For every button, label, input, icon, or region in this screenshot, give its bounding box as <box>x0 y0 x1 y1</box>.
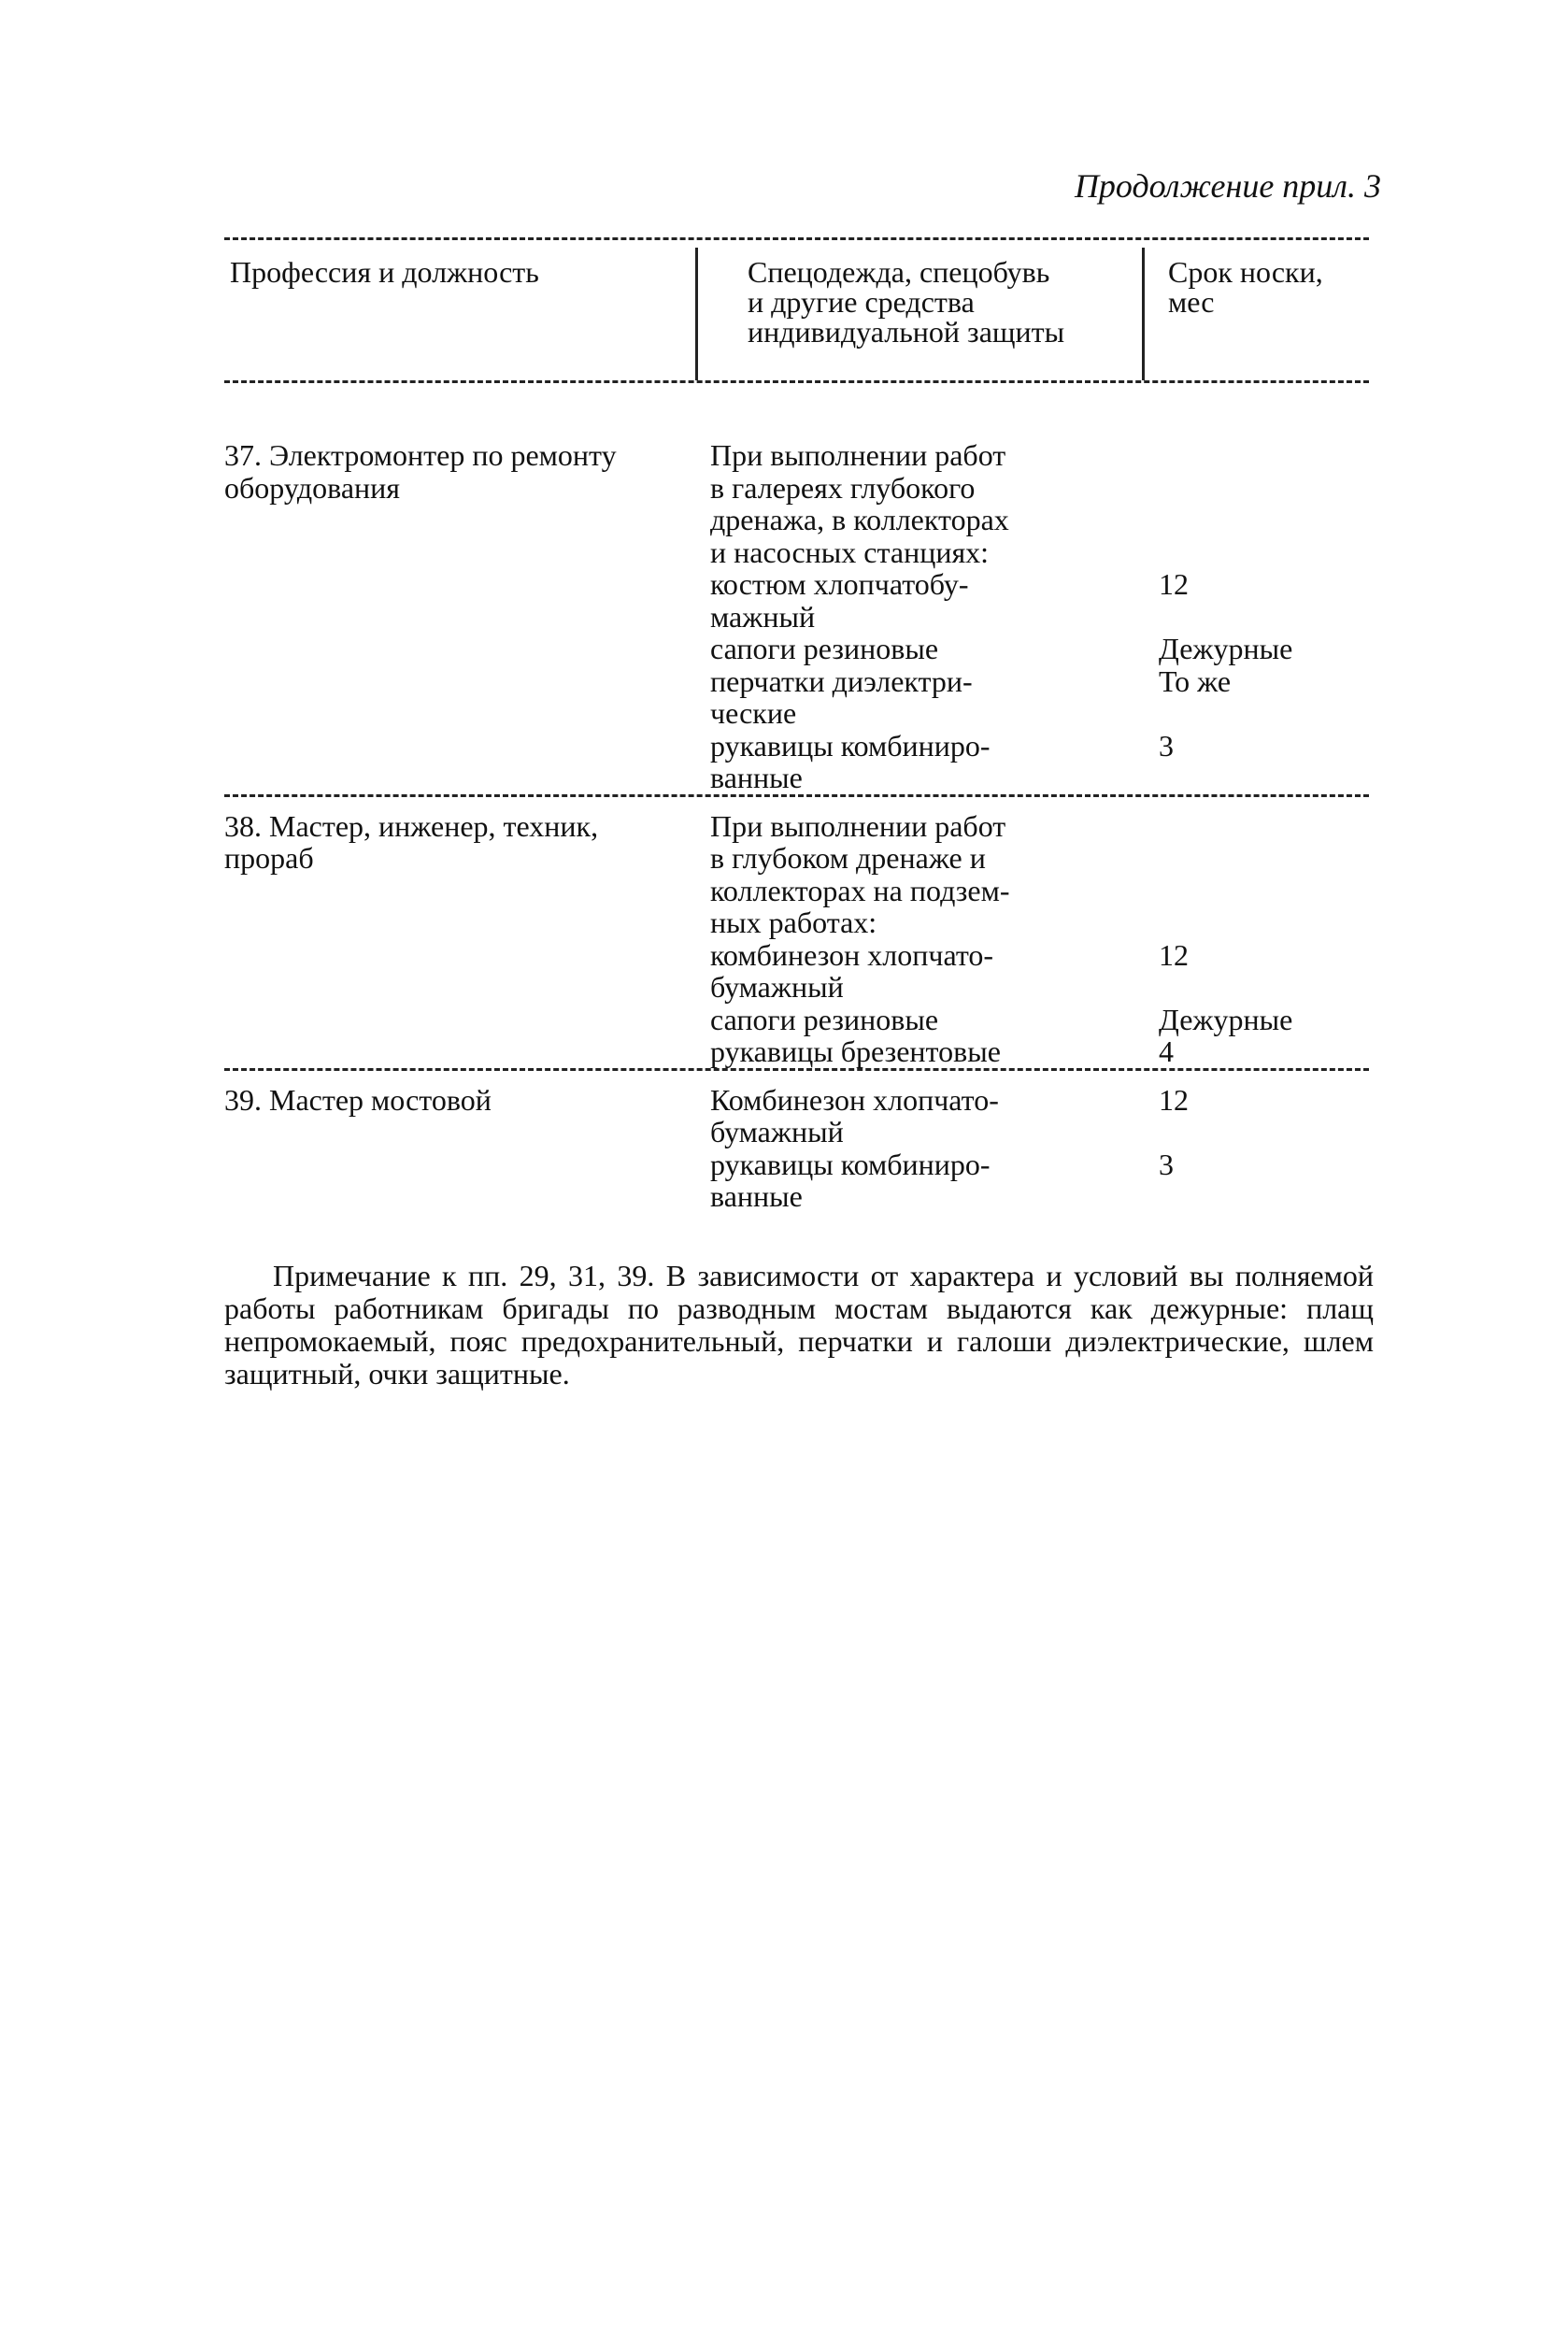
equipment-item <box>710 730 1364 794</box>
table-row <box>224 810 1369 1071</box>
equipment-name: комбинезон хлопчато- бумажный <box>710 937 994 1004</box>
equipment-item <box>710 939 1364 1004</box>
equipment-cell <box>710 1084 1364 1213</box>
work-conditions-text: При выполнении работ в галереях глубокого дренажа, в коллекторах и насосных станциях: <box>710 438 1009 569</box>
table-body <box>224 439 1369 1213</box>
equipment-name: рукавицы комбиниро- ванные <box>710 728 991 794</box>
wear-term: То же <box>1159 663 1232 698</box>
wear-term: 4 <box>1159 1034 1174 1068</box>
wear-term: 12 <box>1159 937 1189 972</box>
wear-term: Дежурные <box>1159 1002 1293 1036</box>
profession-cell: 39. Мастер мостовой <box>224 1082 492 1117</box>
equipment-item <box>710 568 1364 633</box>
table-row <box>224 439 1369 797</box>
equipment-name: рукавицы комбиниро- ванные <box>710 1147 991 1213</box>
work-conditions-text: При выполнении работ в глубоком дренаже и коллекторах на подзем- ных работах: <box>710 808 1010 939</box>
equipment-item <box>710 665 1364 730</box>
continuation-caption: Продолжение прил. 3 <box>1074 167 1381 205</box>
table-row <box>224 1084 1369 1213</box>
wear-term: 3 <box>1159 728 1174 763</box>
equipment-item <box>710 633 1364 665</box>
equipment-name: сапоги резиновые <box>710 632 939 665</box>
note-text: Примечание к пп. 29, 31, 39. В зависимости от характера и условий вы полняемой работы работникам бригады по разводным мостам выдаются как дежурные: плащ непромокаемый, пояс предохранительный, перчатки и галоши диэлектрические, шлем защитный, очки защитные. <box>224 1259 1374 1391</box>
equipment-item <box>710 1084 1364 1148</box>
equipment-name: сапоги резиновые <box>710 1002 939 1036</box>
equipment-item <box>710 1035 1364 1068</box>
table-row-content <box>224 1084 1369 1213</box>
column-divider <box>1142 248 1145 380</box>
wear-term: 12 <box>1159 567 1189 601</box>
equipment-item <box>710 1004 1364 1036</box>
profession-cell: 38. Мастер, инженер, техник, прораб <box>224 808 599 875</box>
column-divider <box>695 248 698 380</box>
table-row-content <box>224 810 1369 1068</box>
column-header-term: Срок носки, мес <box>1168 255 1323 319</box>
equipment-name: Комбинезон хлопчато- бумажный <box>710 1082 999 1148</box>
equipment-cell <box>710 810 1364 1068</box>
table-header <box>224 237 1369 383</box>
equipment-name: рукавицы брезентовые <box>710 1034 1001 1068</box>
protective-clothing-table <box>224 237 1369 1226</box>
equipment-cell <box>710 439 1364 794</box>
equipment-name: перчатки диэлектри- ческие <box>710 663 973 730</box>
equipment-item <box>710 1148 1364 1213</box>
column-header-profession: Профессия и должность <box>230 255 539 289</box>
wear-term: 3 <box>1159 1147 1174 1181</box>
table-note <box>224 1260 1374 1391</box>
table-row-content <box>224 439 1369 794</box>
equipment-name: костюм хлопчатобу- мажный <box>710 567 969 634</box>
wear-term: 12 <box>1159 1082 1189 1117</box>
wear-term: Дежурные <box>1159 632 1293 665</box>
column-header-equipment: Спецодежда, спецобувь и другие средства индивидуальной защиты <box>748 255 1065 349</box>
profession-cell: 37. Электромонтер по ремонту оборудования <box>224 438 617 505</box>
